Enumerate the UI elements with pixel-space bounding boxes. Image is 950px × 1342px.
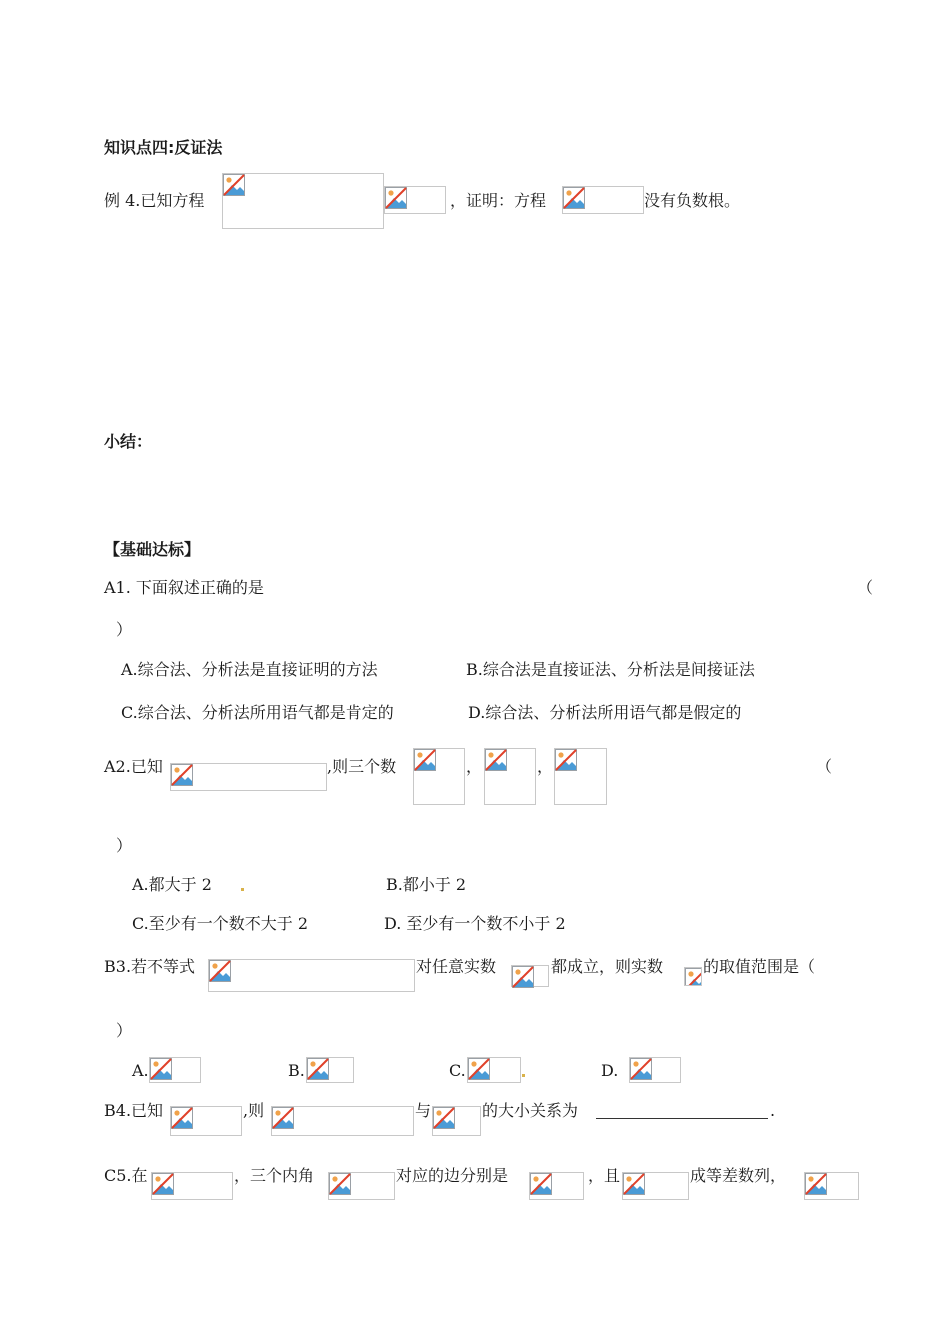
broken-image-icon bbox=[563, 187, 585, 209]
broken-image-icon bbox=[685, 968, 702, 986]
example4-suffix: 没有负数根。 bbox=[644, 191, 741, 210]
question-a1-option-b: B.综合法是直接证法、分析法是间接证法 bbox=[466, 660, 755, 679]
question-c5-stem-mid2: 对应的边分别是 bbox=[396, 1166, 509, 1185]
broken-image-icon bbox=[512, 966, 534, 988]
question-b4-stem-mid2: 与 bbox=[415, 1101, 432, 1120]
comma: ， bbox=[537, 757, 554, 776]
formula-image bbox=[149, 1057, 201, 1083]
broken-image-icon bbox=[152, 1173, 174, 1195]
question-a2-paren-close: ） bbox=[116, 836, 133, 855]
question-c5-stem-suffix: 成等差数列， bbox=[690, 1166, 787, 1185]
formula-image bbox=[562, 186, 644, 214]
broken-image-icon bbox=[414, 749, 436, 771]
broken-image-icon bbox=[329, 1173, 351, 1195]
formula-image bbox=[306, 1057, 354, 1083]
formula-image bbox=[384, 186, 446, 214]
question-b3-option-d: D. bbox=[601, 1061, 619, 1080]
formula-image bbox=[208, 959, 415, 992]
formula-image bbox=[804, 1172, 859, 1200]
broken-image-icon bbox=[555, 749, 577, 771]
formula-image bbox=[484, 748, 536, 805]
question-a1-stem: A1. 下面叙述正确的是 bbox=[104, 578, 264, 597]
question-c5-stem-mid1: ，三个内角 bbox=[234, 1166, 315, 1185]
broken-image-icon bbox=[805, 1173, 827, 1195]
formula-image bbox=[554, 748, 607, 805]
question-a2-stem-prefix: A2.已知 bbox=[104, 757, 163, 776]
formula-image bbox=[170, 763, 327, 791]
broken-image-icon bbox=[171, 764, 193, 786]
broken-image-icon bbox=[385, 187, 407, 209]
example4-mid: ，证明：方程 bbox=[450, 191, 547, 210]
example4-prefix: 例 4.已知方程 bbox=[104, 191, 205, 210]
question-a1-paren-close: ） bbox=[116, 620, 133, 639]
summary-heading: 小结： bbox=[104, 432, 153, 451]
question-b4-stem-prefix: B4.已知 bbox=[104, 1101, 164, 1120]
question-b3-option-b: B. bbox=[288, 1061, 305, 1080]
formula-image bbox=[511, 965, 549, 987]
formula-image bbox=[328, 1172, 395, 1200]
broken-image-icon bbox=[223, 174, 245, 196]
question-c5-stem-mid3: ，且 bbox=[588, 1166, 621, 1185]
formula-image bbox=[622, 1172, 689, 1200]
question-a2-option-b: B.都小于 2 bbox=[386, 875, 467, 894]
question-a1-option-c: C.综合法、分析法所用语气都是肯定的 bbox=[121, 703, 394, 722]
broken-image-icon bbox=[485, 749, 507, 771]
question-b3-stem-suffix: 的取值范围是（ bbox=[703, 957, 816, 976]
question-a1-paren-open: （ bbox=[857, 578, 874, 597]
decorative-dot bbox=[522, 1074, 525, 1077]
formula-image bbox=[432, 1106, 481, 1136]
broken-image-icon bbox=[630, 1058, 652, 1080]
decorative-dot bbox=[241, 888, 244, 891]
formula-image bbox=[529, 1172, 584, 1200]
question-b3-option-a: A. bbox=[132, 1061, 149, 1080]
formula-image bbox=[467, 1057, 521, 1083]
answer-blank[interactable] bbox=[596, 1118, 768, 1119]
broken-image-icon bbox=[272, 1107, 294, 1129]
broken-image-icon bbox=[150, 1058, 172, 1080]
question-c5-stem-prefix: C5.在 bbox=[104, 1166, 148, 1185]
question-a1-option-a: A.综合法、分析法是直接证明的方法 bbox=[121, 660, 378, 679]
question-a2-option-d: D. 至少有一个数不小于 2 bbox=[384, 914, 566, 933]
formula-image bbox=[170, 1106, 242, 1136]
broken-image-icon bbox=[209, 960, 231, 982]
question-b3-option-c: C. bbox=[449, 1061, 466, 1080]
broken-image-icon bbox=[307, 1058, 329, 1080]
question-a1-option-d: D.综合法、分析法所用语气都是假定的 bbox=[468, 703, 742, 722]
broken-image-icon bbox=[623, 1173, 645, 1195]
broken-image-icon bbox=[468, 1058, 490, 1080]
question-b4-stem-suffix: 的大小关系为 bbox=[482, 1101, 579, 1120]
formula-image bbox=[629, 1057, 681, 1083]
formula-image bbox=[684, 967, 702, 986]
formula-image bbox=[271, 1106, 414, 1136]
question-a2-paren-open: （ bbox=[816, 757, 833, 776]
section-heading-proof-by-contradiction: 知识点四:反证法 bbox=[104, 138, 223, 157]
basic-heading: 【基础达标】 bbox=[104, 540, 201, 559]
question-b4-stem-mid1: ,则 bbox=[243, 1101, 265, 1120]
question-a2-stem-mid: ,则三个数 bbox=[327, 757, 397, 776]
question-b3-stem-mid2: 都成立，则实数 bbox=[551, 957, 664, 976]
formula-image bbox=[151, 1172, 233, 1200]
formula-image bbox=[413, 748, 465, 805]
question-b4-end: . bbox=[770, 1101, 776, 1120]
broken-image-icon bbox=[171, 1107, 193, 1129]
broken-image-icon bbox=[433, 1107, 455, 1129]
question-b3-stem-mid1: 对任意实数 bbox=[416, 957, 497, 976]
broken-image-icon bbox=[530, 1173, 552, 1195]
question-b3-stem-prefix: B3.若不等式 bbox=[104, 957, 196, 976]
formula-image bbox=[222, 173, 384, 229]
question-a2-option-c: C.至少有一个数不大于 2 bbox=[132, 914, 309, 933]
question-b3-paren-close: ） bbox=[116, 1021, 133, 1040]
question-a2-option-a: A.都大于 2 bbox=[132, 875, 212, 894]
comma: ， bbox=[466, 757, 483, 776]
